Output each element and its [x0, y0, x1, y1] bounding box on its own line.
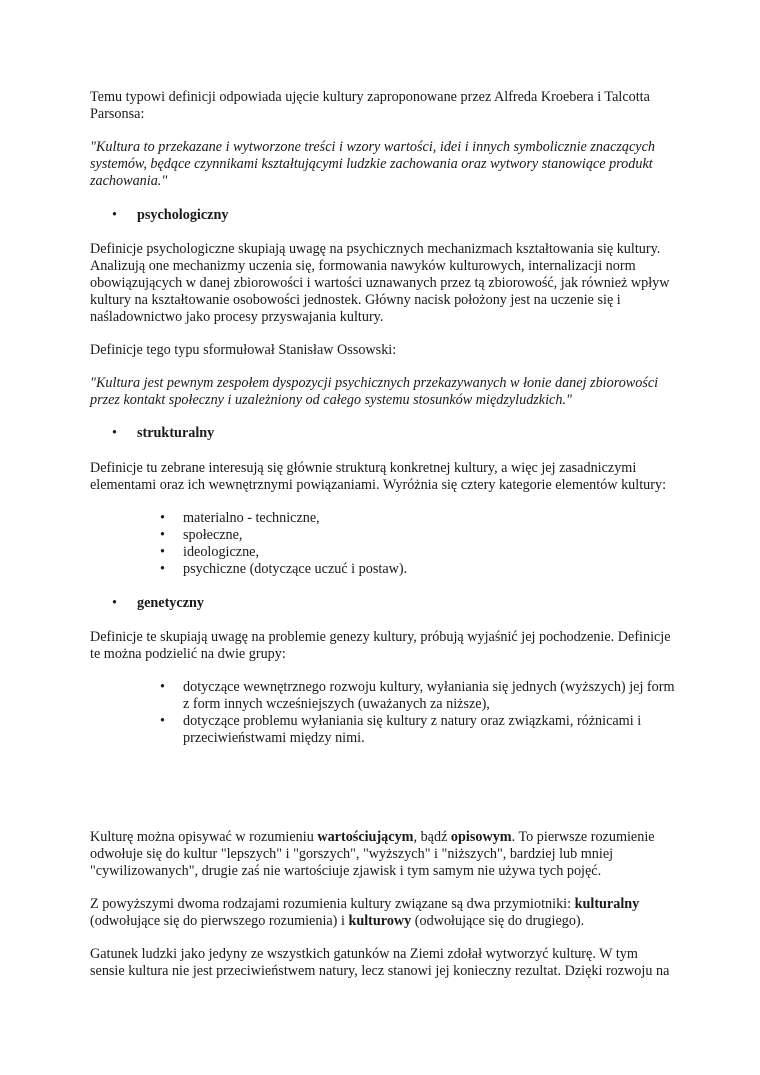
bullet-icon: • — [112, 425, 117, 441]
term-opisowym: opisowym — [450, 829, 512, 845]
adjectives-paragraph: Z powyższymi dwoma rodzajami rozumienia kultury związane są dwa przymiotniki: kulturalny (odwołujące się do pierwszego rozumienia) i kulturowy (odwołujące się do drugiego). — [90, 896, 640, 929]
genetic-paragraph: Definicje te skupiają uwagę na problemie genezy kultury, próbują wyjaśnić jej pochodzenie. Definicje te można podzielić na dwie grupy: — [90, 629, 671, 662]
valuation-paragraph: Kulturę można opisywać w rozumieniu wartościującym, bądź opisowym. To pierwsze rozumienie odwołuje się do kultur "lepszych" i "gorszych", "wyższych" i "niższych", bardziej lub mniej "cywilizowanych", drugie zaś nie wartościuje zjawisk i tym samym nie używa tych pojęć. — [90, 829, 655, 879]
bullet-icon: • — [160, 544, 165, 560]
bullet-icon: • — [160, 510, 165, 526]
bullet-icon: • — [160, 679, 165, 695]
bullet-icon: • — [160, 561, 165, 577]
term-kulturalny: kulturalny — [574, 896, 640, 912]
list-item: • społeczne, — [160, 527, 243, 543]
kroeber-parsons-quote: "Kultura to przekazane i wytworzone treści i wzory wartości, idei i innych symbolicznie znaczących systemów, będące czynnikami kształtującymi ludzkie zachowania oraz wytwory stanowiące produkt zachowania." — [90, 139, 655, 189]
intro-paragraph: Temu typowi definicji odpowiada ujęcie kultury zaproponowane przez Alfreda Kroebera i Talcotta Parsonsa: — [90, 89, 650, 122]
list-item: • materialno - techniczne, — [160, 510, 320, 526]
bullet-icon: • — [160, 527, 165, 543]
bullet-icon: • — [112, 207, 117, 223]
document-page: Temu typowi definicji odpowiada ujęcie kultury zaproponowane przez Alfreda Kroebera i Talcotta Parsonsa: "Kultura to przekazane i wytworzone treści i wzory wartości, idei i innych symbolicznie znaczących systemów, będące czynnikami kształtującymi ludzkie zachowania oraz wytwory stanowiące produkt zachowania." • psychologiczny Definicje psychologiczne skupiają uwagę na psychicznych mechanizmach kształtowania się kultury. Analizują one mechanizmy uczenia się, formowania nawyków kulturowych, internalizacji norm obowiązujących w danej zbiorowości i wartości uznawanych przez tą zbiorowość, jak również wpływ kultury na kształtowanie osobowości jednostek. Główny nacisk położony jest na uczenie się i naśladownictwo jako procesy przyswajania kultury. Definicje tego typu sformułował Stanisław Ossowski: "Kultura jest pewnym zespołem dyspozycji psychicznych przekazywanych w łonie danej zbiorowości przez kontakt społeczny i uzależniony od całego systemu stosunków międzyludzkich." • strukturalny Definicje tu zebrane interesują się głównie strukturą konkretnej kultury, a więc jej zasadniczymi elementami oraz ich wewnętrznymi powiązaniami. Wyróżnia się cztery kategorie elementów kultury: • materialno - techniczne, • społeczne, • ideologiczne, • psychiczne (dotyczące uczuć i postaw). • genetyczny Definicje te skupiają uwagę na problemie genezy kultury, próbują wyjaśnić jej pochodzenie. Definicje te można podzielić na dwie grupy: • dotyczące wewnętrznego rozwoju kultury, wyłaniania się jednych (wyższych) jej form z form innych wcześniejszych (uważanych za niższe), • dotyczące problemu wyłaniania się kultury z natury oraz związkami, różnicami i przeciwieństwami między nimi. Kulturę można opisywać w rozumieniu wartościującym, bądź opisowym. To pierwsze rozumienie odwołuje się do kultur "lepszych" i "gorszych", "wyższych" i "niższych", bardziej lub mniej "cywilizowanych", drugie zaś nie wartościuje zjawisk i tym samym nie używa tych pojęć. Z powyższymi dwoma rodzajami rozumienia kultury związane są dwa przymiotniki: kulturalny (odwołujące się do pierwszego rozumienia) i kulturowy (odwołujące się do drugiego). Gatunek ludzki jako jedyny ze wszystkich gatunków na Ziemi zdołał wytworzyć kulturę. W tym sensie kultura nie jest przeciwieństwem natury, lecz stanowi jej konieczny rezultat. Dzięki rozwoju na — [0, 0, 760, 1075]
list-item: • ideologiczne, — [160, 544, 260, 560]
bullet-icon: • — [112, 595, 117, 611]
bullet-icon: • — [160, 713, 165, 729]
list-item: • psychiczne (dotyczące uczuć i postaw). — [160, 561, 408, 577]
psychological-paragraph: Definicje psychologiczne skupiają uwagę na psychicznych mechanizmach kształtowania się kultury. Analizują one mechanizmy uczenia się, formowania nawyków kulturowych, internalizacji norm obowiązujących w danej zbiorowości i wartości uznawanych przez tą zbiorowość, jak również wpływ kultury na kształtowanie osobowości jednostek. Główny nacisk położony jest na uczenie się i naśladownictwo jako procesy przyswajania kultury. — [90, 241, 670, 325]
human-species-paragraph: Gatunek ludzki jako jedyny ze wszystkich gatunków na Ziemi zdołał wytworzyć kulturę. W tym sensie kultura nie jest przeciwieństwem natury, lecz stanowi jej konieczny rezultat. Dzięki rozwoju na — [90, 946, 670, 979]
ossowski-quote: "Kultura jest pewnym zespołem dyspozycji psychicznych przekazywanych w łonie danej zbiorowości przez kontakt społeczny i uzależniony od całego systemu stosunków międzyludzkich." — [90, 375, 659, 408]
term-kulturowy: kulturowy — [348, 913, 412, 929]
term-wartosciujacym: wartościującym — [317, 829, 414, 845]
structural-paragraph: Definicje tu zebrane interesują się głównie strukturą konkretnej kultury, a więc jej zasadniczymi elementami oraz ich wewnętrznymi powiązaniami. Wyróżnia się cztery kategorie elementów kultury: — [90, 460, 667, 493]
ossowski-intro: Definicje tego typu sformułował Stanisław Ossowski: — [90, 342, 397, 358]
list-item: • dotyczące problemu wyłaniania się kultury z natury oraz związkami, różnicami i przeciwieństwami między nimi. — [160, 713, 642, 746]
list-item: • dotyczące wewnętrznego rozwoju kultury, wyłaniania się jednych (wyższych) jej form z form innych wcześniejszych (uważanych za niższe), — [160, 679, 675, 712]
